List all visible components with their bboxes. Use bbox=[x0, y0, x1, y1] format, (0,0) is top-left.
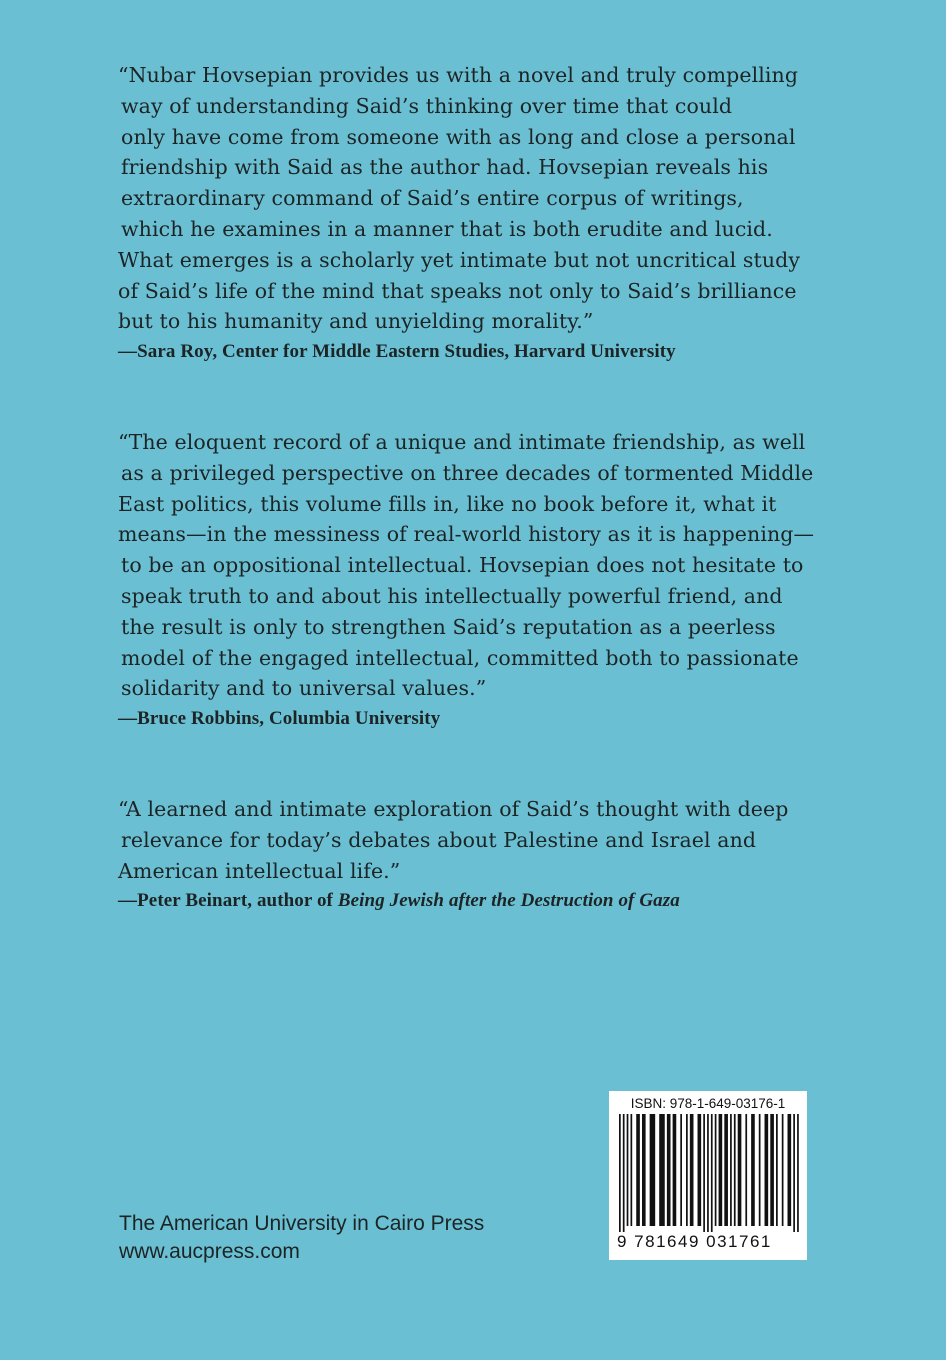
quote-line: which he examines in a manner that is both erudite and lucid. bbox=[121, 216, 773, 241]
publisher-website: www.aucpress.com bbox=[119, 1240, 300, 1263]
barcode-bar bbox=[751, 1114, 755, 1226]
barcode-bar bbox=[686, 1114, 688, 1226]
quote-line: American intellectual life.” bbox=[118, 858, 401, 883]
quote-line: speak truth to and about his intellectually powerful friend, and bbox=[121, 583, 783, 608]
quote-line: “The eloquent record of a unique and intimate friendship, as well bbox=[118, 430, 806, 454]
barcode-bar bbox=[776, 1114, 778, 1226]
barcode-bar bbox=[642, 1114, 646, 1226]
barcode-bar bbox=[690, 1114, 694, 1226]
quote-line: “Nubar Hovsepian provides us with a novel and truly compelling bbox=[118, 63, 799, 87]
barcode-bar bbox=[797, 1114, 799, 1232]
barcode-bar bbox=[782, 1114, 784, 1226]
barcode-bar bbox=[667, 1114, 671, 1226]
barcode-bar bbox=[698, 1114, 702, 1226]
quote-line: but to his humanity and unyielding morality.” bbox=[118, 309, 594, 334]
isbn-label: ISBN: 978-1-649-03176-1 bbox=[630, 1096, 786, 1111]
quote-line: solidarity and to universal values.” bbox=[121, 676, 487, 701]
attribution-text: —Peter Beinart, author of bbox=[118, 890, 338, 912]
barcode-bar bbox=[765, 1114, 769, 1226]
blurb-bruce-robbins bbox=[118, 427, 818, 734]
quote-line: as a privileged perspective on three decades of tormented Middle bbox=[121, 460, 814, 485]
barcode-bar bbox=[788, 1114, 792, 1226]
attribution: —Sara Roy, Center for Middle Eastern Studies, Harvard University bbox=[118, 341, 676, 363]
attribution bbox=[118, 886, 818, 916]
attribution: —Bruce Robbins, Columbia University bbox=[118, 708, 441, 730]
barcode-digits: 9 781649 031761 bbox=[617, 1232, 772, 1251]
isbn-barcode bbox=[609, 1091, 807, 1260]
blurb-peter-beinart bbox=[118, 794, 818, 916]
quote-line: to be an oppositional intellectual. Hovsepian does not hesitate to bbox=[121, 553, 804, 578]
publisher-block bbox=[119, 1210, 484, 1266]
quote-line: of Said’s life of the mind that speaks not only to Said’s brilliance bbox=[118, 278, 797, 303]
barcode-bar bbox=[724, 1114, 728, 1226]
quote-line: way of understanding Said’s thinking over time that could bbox=[121, 93, 733, 118]
barcode-bar bbox=[730, 1114, 732, 1226]
barcode-bar bbox=[734, 1114, 736, 1226]
quote-line: the result is only to strengthen Said’s reputation as a peerless bbox=[121, 614, 776, 639]
barcode-bar bbox=[711, 1114, 713, 1232]
quote-line: model of the engaged intellectual, committed both to passionate bbox=[121, 645, 799, 670]
barcode-bar bbox=[636, 1114, 640, 1226]
barcode-bar bbox=[738, 1114, 742, 1226]
barcode-bar bbox=[759, 1114, 761, 1226]
barcode-bar bbox=[627, 1114, 629, 1226]
blurb-sara-roy bbox=[118, 60, 818, 367]
barcode-bar bbox=[650, 1114, 656, 1226]
barcode-bar bbox=[770, 1114, 774, 1226]
barcode-bar bbox=[745, 1114, 747, 1226]
barcode-bar bbox=[659, 1114, 665, 1226]
quote-line: only have come from someone with as long and close a personal bbox=[121, 124, 796, 149]
barcode-bar bbox=[719, 1114, 723, 1226]
barcode-bar bbox=[623, 1114, 625, 1232]
barcode-bar bbox=[707, 1114, 709, 1232]
barcode-bars bbox=[617, 1114, 801, 1232]
quote-line: extraordinary command of Said’s entire corpus of writings, bbox=[121, 186, 744, 211]
barcode-bar bbox=[715, 1114, 717, 1226]
quote-line: East politics, this volume fills in, like no book before it, what it bbox=[118, 491, 777, 516]
quote-line: relevance for today’s debates about Palestine and Israel and bbox=[121, 827, 757, 852]
publisher-name: The American University in Cairo Press bbox=[119, 1212, 485, 1235]
barcode-bar bbox=[673, 1114, 677, 1226]
quote-line: friendship with Said as the author had. Hovsepian reveals his bbox=[121, 155, 769, 180]
barcode-bar bbox=[630, 1114, 632, 1226]
barcode-bar bbox=[619, 1114, 621, 1232]
barcode-bar bbox=[793, 1114, 795, 1232]
quote-line: “A learned and intimate exploration of Said’s thought with deep bbox=[118, 797, 789, 821]
attribution-book-title: Being Jewish after the Destruction of Gaza bbox=[337, 890, 680, 912]
quote-line: What emerges is a scholarly yet intimate but not uncritical study bbox=[118, 247, 801, 272]
barcode-bar bbox=[703, 1114, 705, 1232]
quote-line: means—in the messiness of real-world history as it is happening— bbox=[118, 522, 815, 547]
barcode-bar bbox=[680, 1114, 682, 1226]
